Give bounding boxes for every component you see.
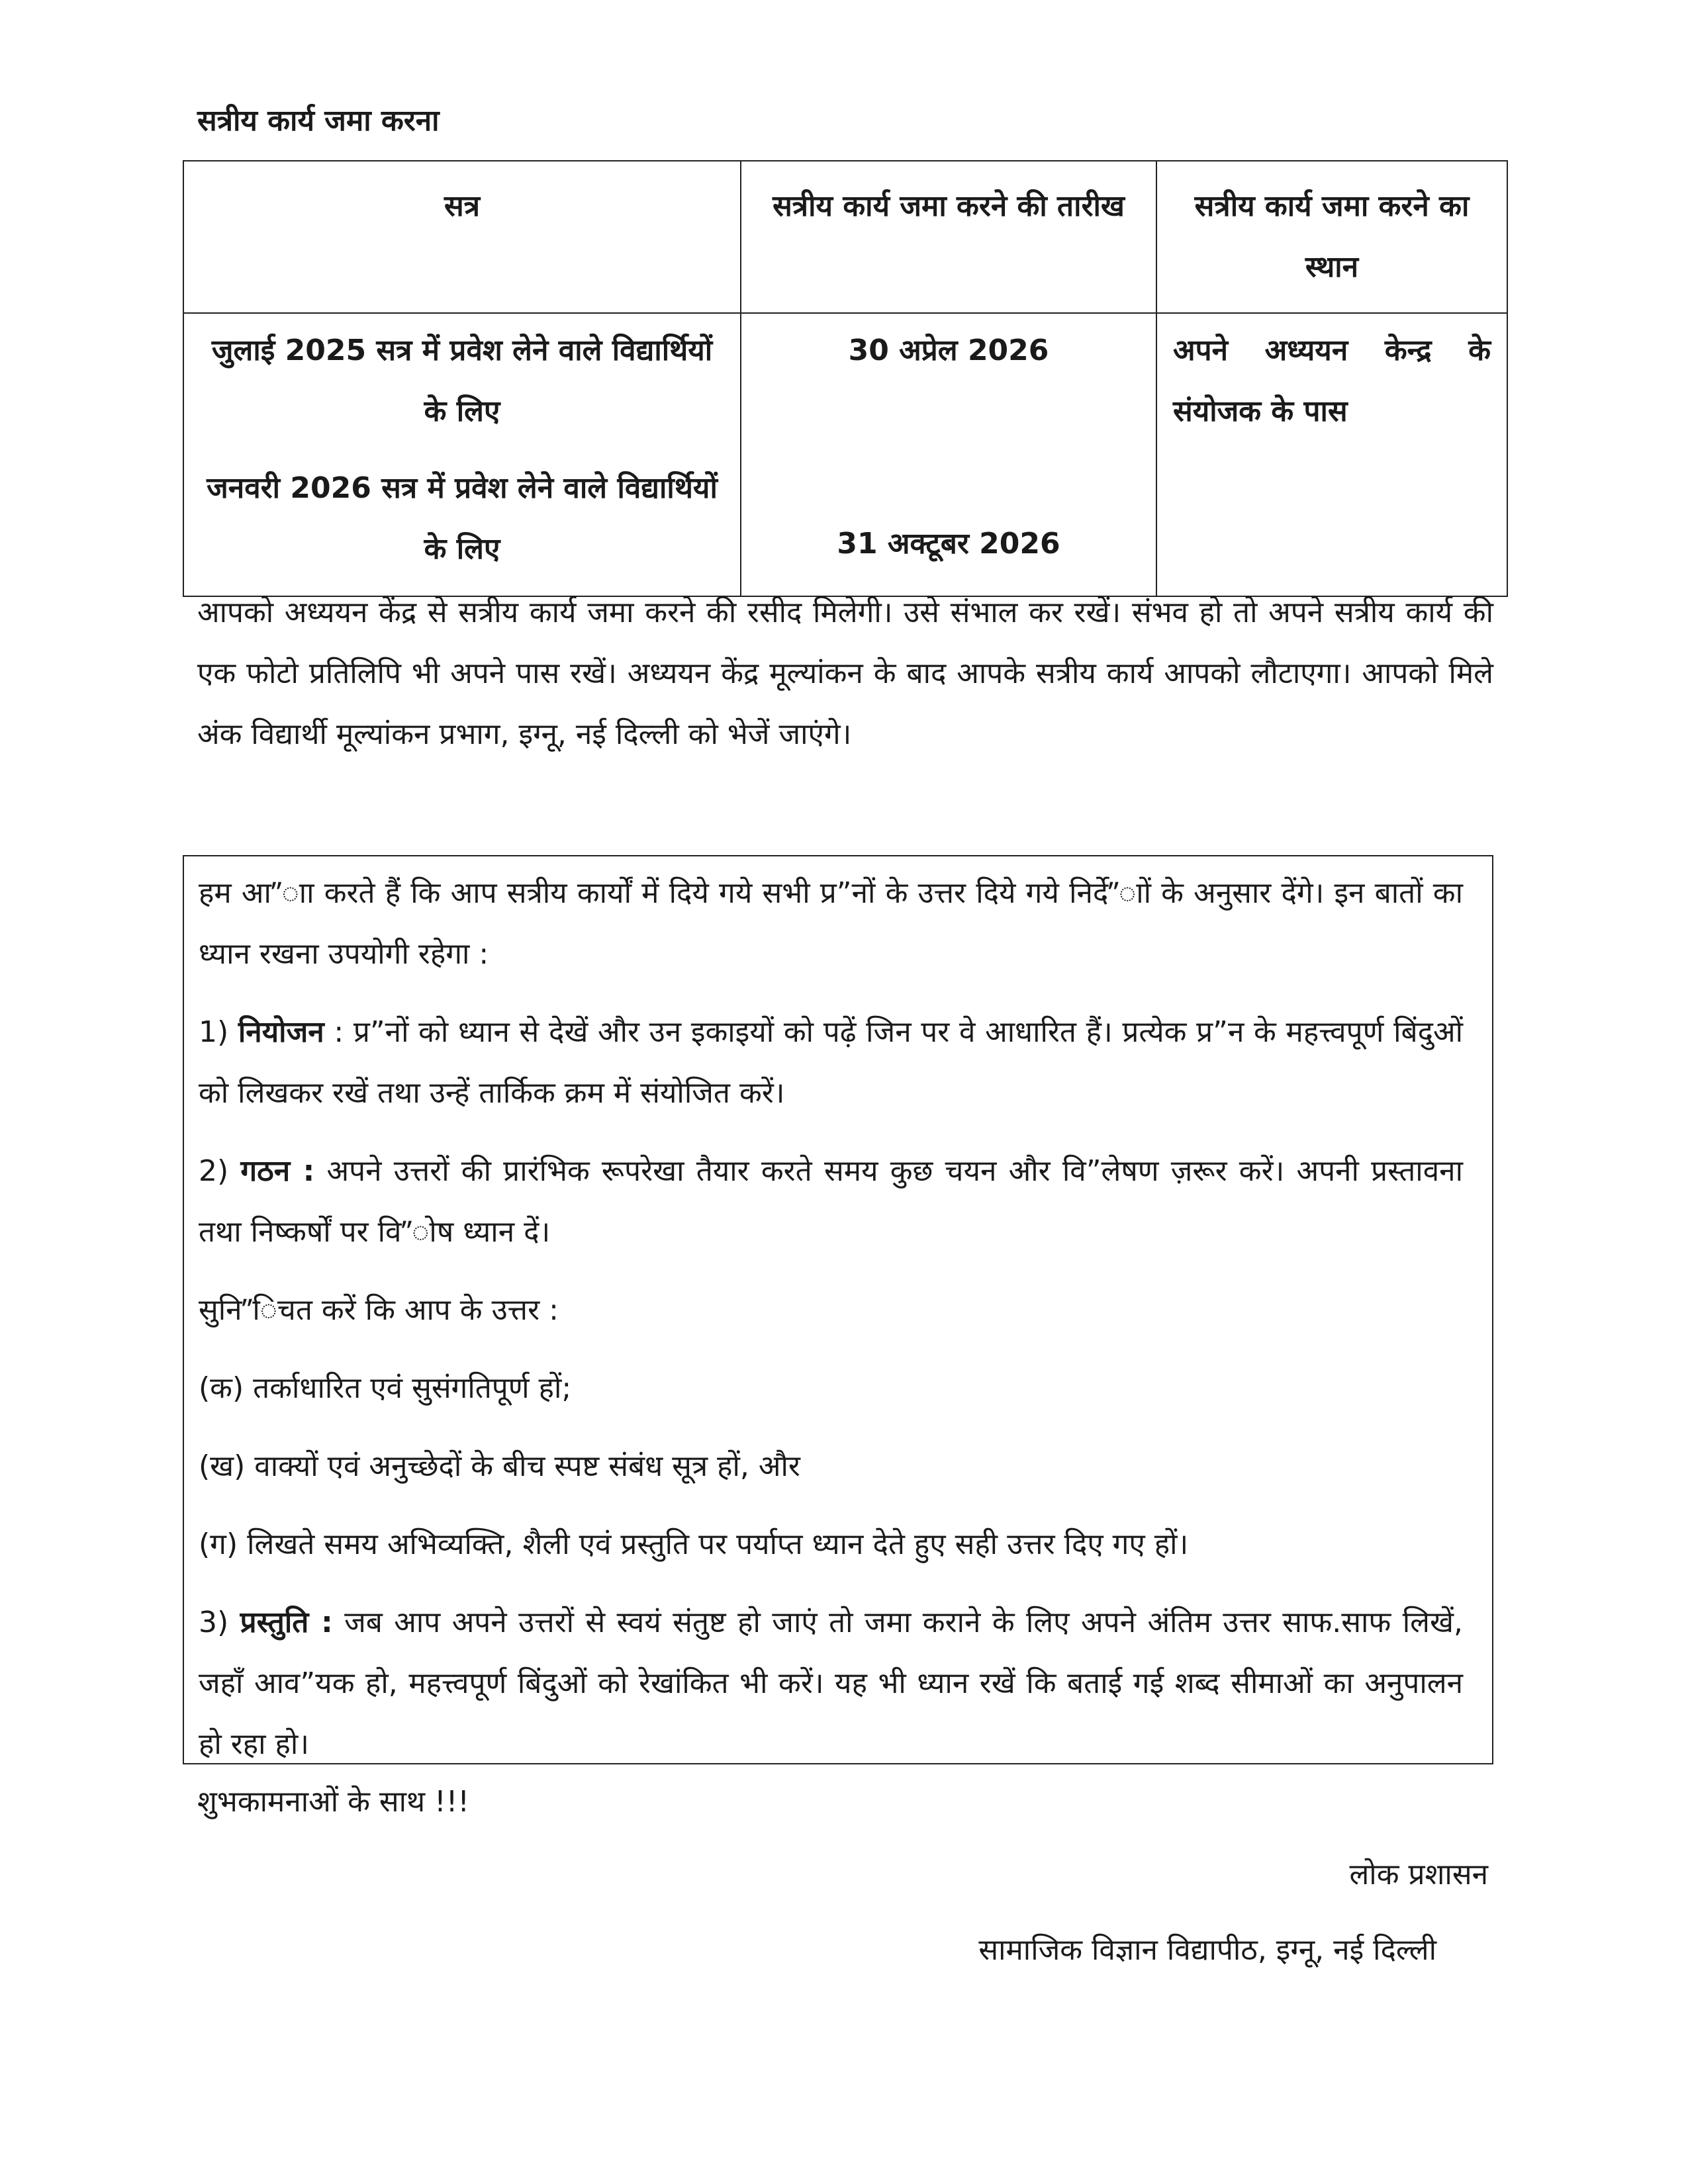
list-item: (ख) वाक्यों एवं अनुच्छेदों के बीच स्पष्ट संबंध सूत्र हों, और [199, 1449, 800, 1483]
signature-school: सामाजिक विज्ञान विद्यापीठ, इग्नू, नई दिल्ली [978, 1933, 1436, 1967]
date-october-2026: 31 अक्टूबर 2026 [837, 527, 1060, 561]
ensure-line: सुनि”िचत करें कि आप के उत्तर : [199, 1293, 559, 1327]
guideline-planning [199, 1002, 1463, 1124]
table-row [183, 313, 1507, 596]
header-session: सत्र [183, 161, 741, 313]
date-april-2026: 30 अप्रेल 2026 [848, 334, 1049, 367]
guideline-presentation [199, 1592, 1463, 1775]
signature-department: लोक प्रशासन [1349, 1858, 1488, 1891]
guideline-title-structure: गठन : [240, 1154, 315, 1188]
guideline-text-planning: : प्र”नों को ध्यान से देखें और उन इकाइयों को पढ़ें जिन पर वे आधारित हैं। प्रत्येक प्र”न के महत्त्वपूर्ण बिंदुओं को लिखकर रखें तथा उन्हें तार्किक क्रम में संयोजित करें। [199, 1015, 1463, 1110]
receipt-paragraph: आपको अध्ययन केंद्र से सत्रीय कार्य जमा करने की रसीद मिलेगी। उसे संभाल कर रखें। संभव हो तो अपने सत्रीय कार्य की एक फोटो प्रतिलिपि भी अपने पास रखें। अध्ययन केंद्र मूल्यांकन के बाद आपके सत्रीय कार्य आपको लौटाएगा। आपको मिले अंक विद्यार्थी मूल्यांकन प्रभाग, इग्नू, नई दिल्ली को भेजें जाएंगे। [197, 596, 1493, 751]
submission-schedule-table [183, 160, 1508, 597]
header-submission-date: सत्रीय कार्य जमा करने की तारीख [741, 161, 1156, 313]
closing-wishes: शुभकामनाओं के साथ !!! [197, 1785, 470, 1819]
guideline-title-presentation: प्रस्तुति : [240, 1606, 333, 1639]
header-submission-place: सत्रीय कार्य जमा करने का स्थान [1156, 161, 1507, 313]
guideline-number: 1) [199, 1015, 229, 1049]
guidelines-intro: हम आ”ाा करते हैं कि आप सत्रीय कार्यों में दिये गये सभी प्र”नों के उत्तर दिये गये निर्दे”ाों के अनुसार देंगे। इन बातों का ध्यान रखना उपयोगी रहेगा : [199, 876, 1463, 971]
table-header-row [183, 161, 1507, 313]
guidelines-box [183, 855, 1493, 1764]
session-january-2026: जनवरी 2026 सत्र में प्रवेश लेने वाले विद्यार्थियों के लिए [207, 471, 718, 566]
list-item: (क) तर्काधारित एवं सुसंगतिपूर्ण हों; [199, 1371, 572, 1405]
guideline-number: 2) [199, 1154, 229, 1188]
guideline-number: 3) [199, 1606, 229, 1639]
place-cell: अपने अध्ययन केन्द्र के संयोजक के पास [1156, 313, 1507, 596]
session-july-2025: जुलाई 2025 सत्र में प्रवेश लेने वाले विद्यार्थियों के लिए [211, 334, 713, 428]
date-cell [741, 313, 1156, 596]
session-cell [183, 313, 741, 596]
guideline-text-structure: अपने उत्तरों की प्रारंभिक रूपरेखा तैयार करते समय कुछ चयन और वि”लेषण ज़रूर करें। अपनी प्रस्तावना तथा निष्कर्षों पर वि”ाेष ध्यान दें। [199, 1154, 1463, 1249]
page-title: सत्रीय कार्य जमा करना [197, 104, 440, 138]
list-item: (ग) लिखते समय अभिव्यक्ति, शैली एवं प्रस्तुति पर पर्याप्त ध्यान देते हुए सही उत्तर दिए गए हों। [199, 1527, 1189, 1561]
guideline-title-planning: नियोजन [238, 1015, 324, 1049]
guideline-structure [199, 1141, 1463, 1263]
guideline-text-presentation: जब आप अपने उत्तरों से स्वयं संतुष्ट हो जाएं तो जमा कराने के लिए अपने अंतिम उत्तर साफ.साफ लिखें, जहाँ आव”यक हो, महत्त्वपूर्ण बिंदुओं को रेखांकित भी करें। यह भी ध्यान रखें कि बताई गई शब्द सीमाओं का अनुपालन हो रहा हो। [199, 1606, 1463, 1761]
